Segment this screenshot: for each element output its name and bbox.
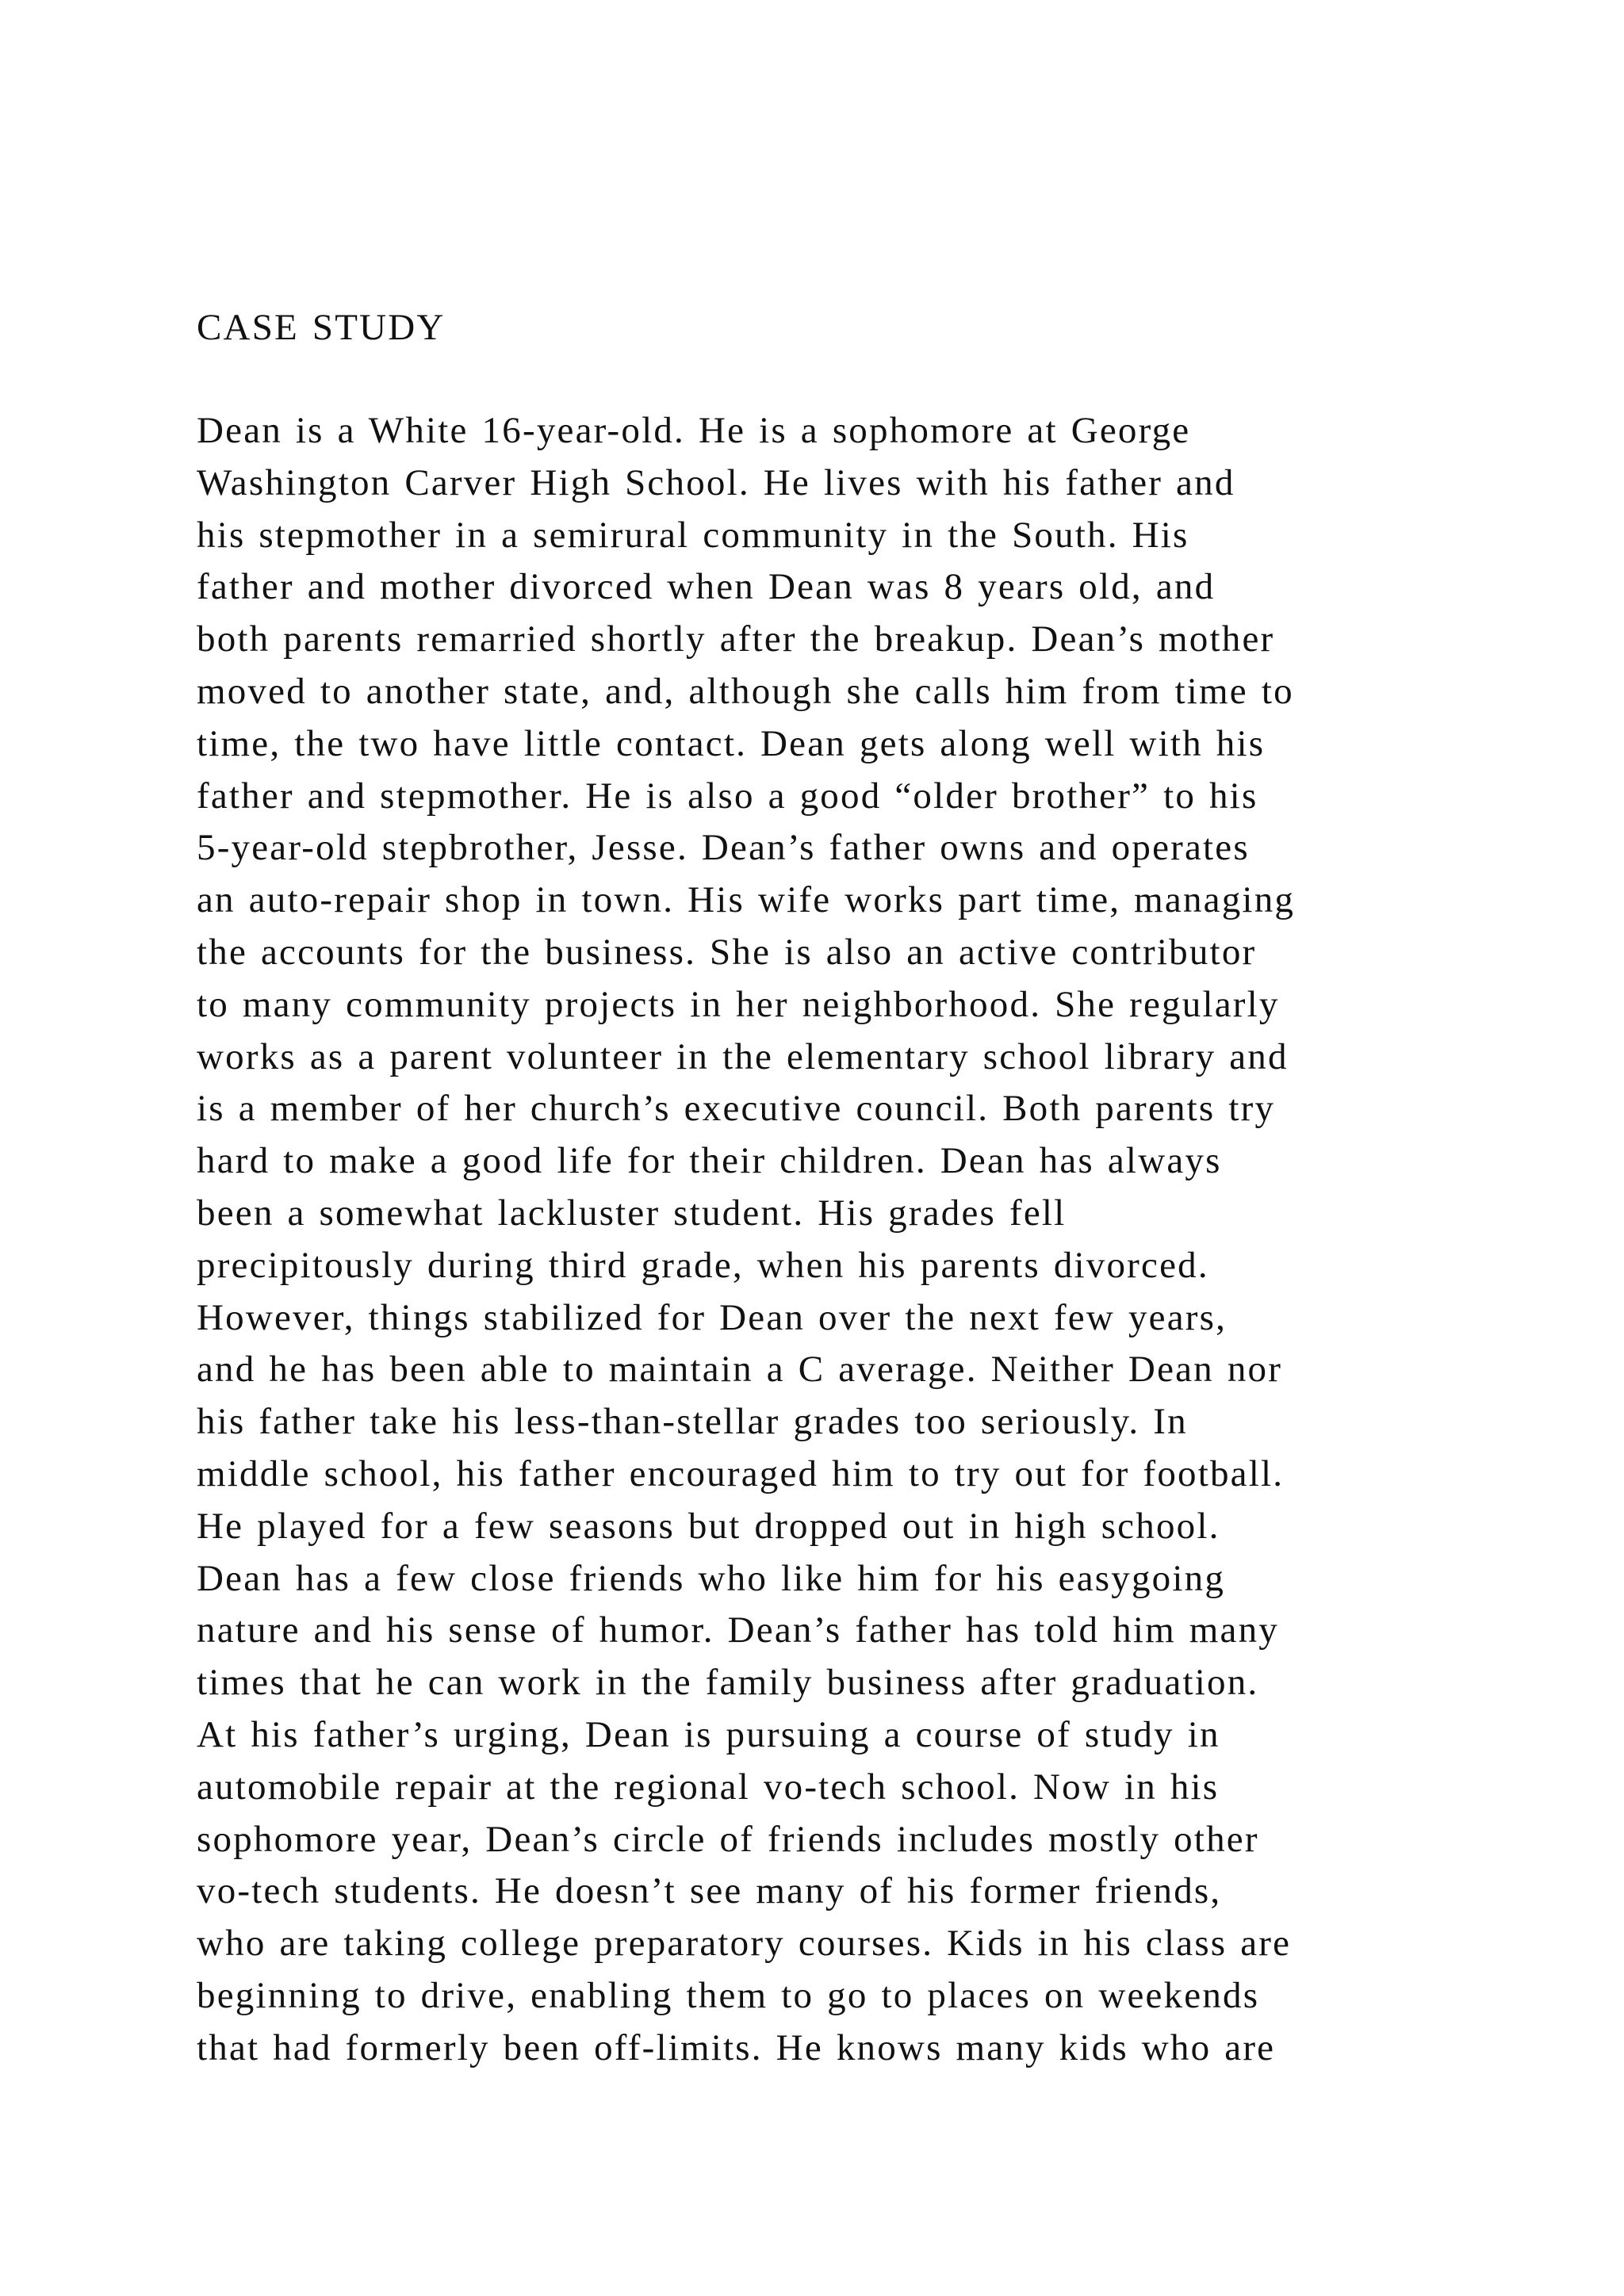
body-line: vo-tech students. He doesn’t see many of his former friends, [197,1870,1222,1912]
body-line: times that he can work in the family business after graduation. [197,1662,1259,1704]
body-line: been a somewhat lackluster student. His grades fell [197,1192,1067,1234]
body-line: moved to another state, and, although she calls him from time to [197,670,1294,712]
body-line: father and stepmother. He is also a good “older brother” to his [197,775,1258,817]
body-line: is a member of her church’s executive council. Both parents try [197,1088,1276,1130]
body-line: middle school, his father encouraged him to try out for football. [197,1452,1285,1494]
body-line: precipitously during third grade, when his parents divorced. [197,1244,1209,1286]
body-line: his stepmother in a semirural community in the South. His [197,514,1189,556]
body-line: However, things stabilized for Dean over the next few years, [197,1296,1228,1338]
body-line: nature and his sense of humor. Dean’s father has told him many [197,1609,1280,1651]
body-line: father and mother divorced when Dean was 8 years old, and [197,566,1216,608]
body-line: works as a parent volunteer in the elementary school library and [197,1035,1289,1077]
body-line: the accounts for the business. She is also an active contributor [197,931,1257,973]
body-line: both parents remarried shortly after the breakup. Dean’s mother [197,618,1275,660]
body-line: time, the two have little contact. Dean gets along well with his [197,722,1266,764]
body-line: beginning to drive, enabling them to go to places on weekends [197,1974,1260,2016]
body-line: who are taking college preparatory courses. Kids in his class are [197,1923,1292,1965]
document-body [197,405,1465,2075]
body-line: that had formerly been off-limits. He knows many kids who are [197,2026,1276,2068]
body-line: sophomore year, Dean’s circle of friends includes mostly other [197,1818,1259,1860]
body-line: an auto-repair shop in town. His wife works part time, managing [197,879,1296,921]
body-line: and he has been able to maintain a C average. Neither Dean nor [197,1349,1283,1391]
body-line: to many community projects in her neighborhood. She regularly [197,983,1280,1025]
body-line: At his father’s urging, Dean is pursuing a course of study in [197,1713,1220,1755]
body-line: 5-year-old stepbrother, Jesse. Dean’s father owns and operates [197,827,1250,869]
body-line: He played for a few seasons but dropped out in high school. [197,1505,1220,1547]
body-line: hard to make a good life for their children. Dean has always [197,1140,1222,1182]
body-line: his father take his less-than-stellar grades too seriously. In [197,1401,1188,1443]
body-line: automobile repair at the regional vo-tech school. Now in his [197,1766,1220,1808]
body-line: Dean has a few close friends who like him for his easygoing [197,1557,1226,1599]
body-line: Dean is a White 16-year-old. He is a sophomore at George [197,410,1191,451]
document-title: CASE STUDY [197,307,446,348]
body-line: Washington Carver High School. He lives with his father and [197,461,1235,503]
